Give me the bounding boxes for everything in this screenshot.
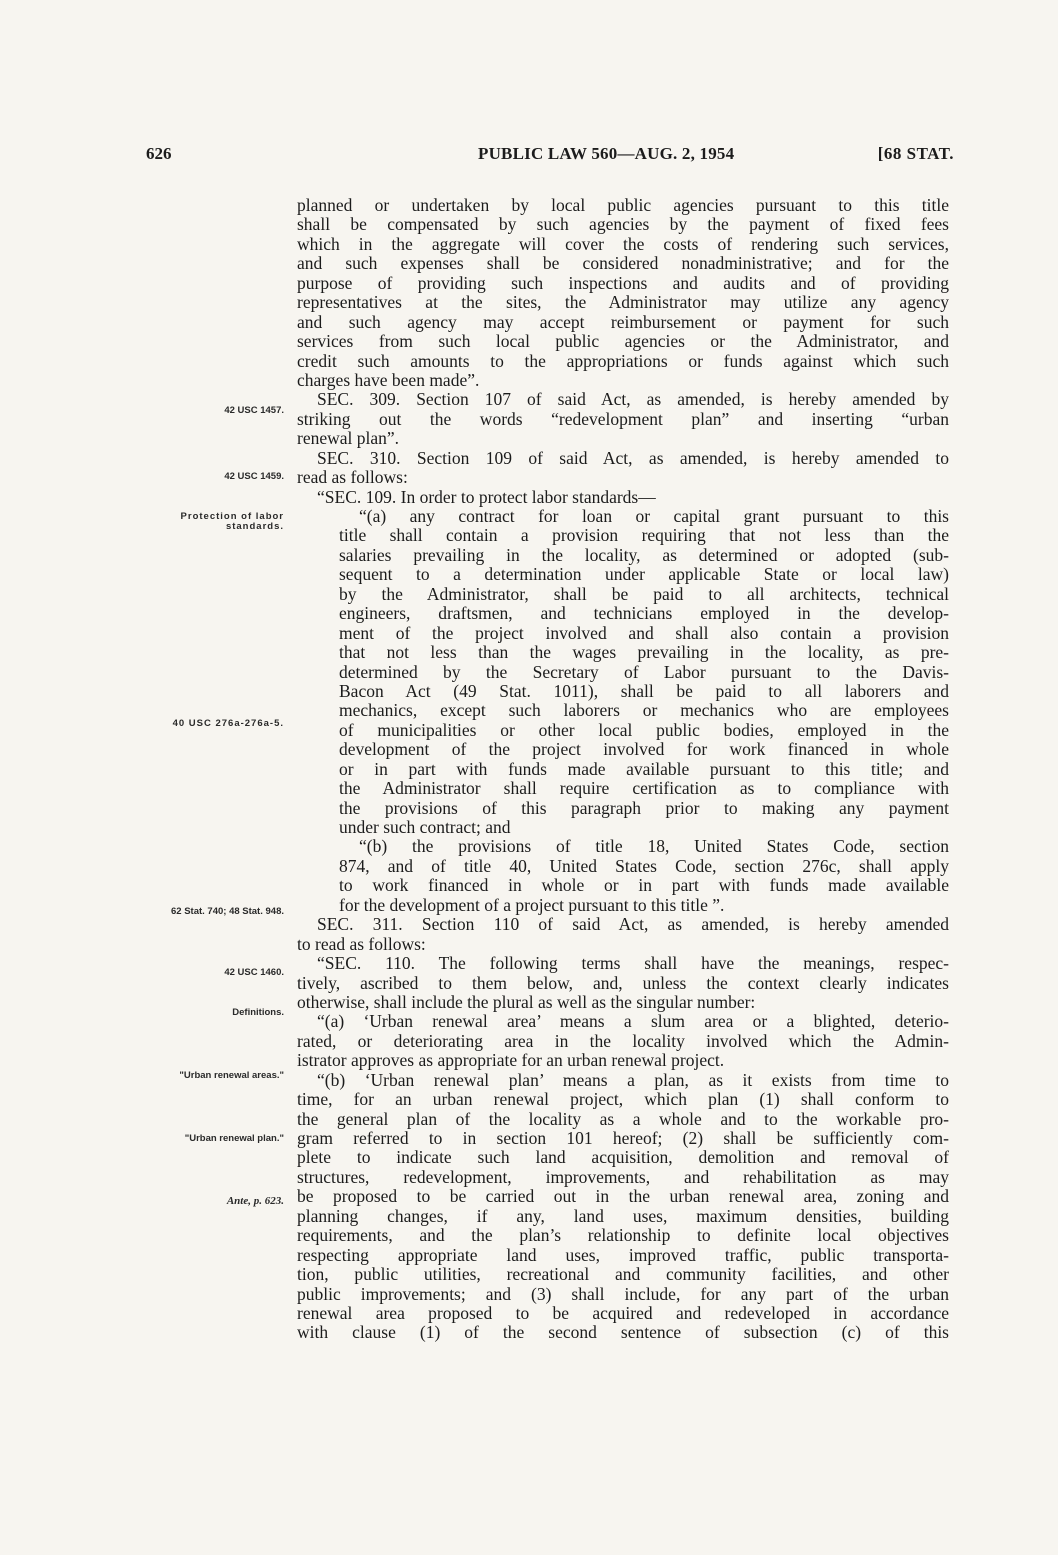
margin-note-usc-1457: 42 USC 1457.: [224, 405, 284, 416]
margin-note-usc-1460: 42 USC 1460.: [224, 967, 284, 978]
margin-note-usc-276a: 40 USC 276a-276a-5.: [172, 718, 284, 729]
text-line: renewal plan”.: [297, 429, 400, 449]
page-number: 626: [146, 144, 172, 163]
text-line: tively, ascribed to them below, and, unless the context clearly indicates: [297, 973, 949, 993]
text-line: plete to indicate such land acquisition, demolition and removal of: [297, 1148, 949, 1168]
text-line: structures, redevelopment, improvements, and rehabilitation as may: [297, 1167, 949, 1187]
text-line: planning changes, if any, land uses, maximum densities, building: [297, 1206, 949, 1226]
text-line: title shall contain a provision requiring that not less than the: [339, 526, 949, 546]
text-line: 874, and of title 40, United States Code, section 276c, shall apply: [339, 856, 949, 876]
text-line: tion, public utilities, recreational and community facilities, and other: [297, 1265, 949, 1285]
section-311-line: SEC. 311. Section 110 of said Act, as amended, is hereby amended: [317, 915, 949, 935]
text-line: for the development of a project pursuant to this title ”.: [339, 895, 725, 915]
statute-body-text: [297, 196, 949, 1343]
text-line: planned or undertaken by local public agencies pursuant to this title: [297, 196, 949, 215]
text-line: and such agency may accept reimbursement or payment for such: [297, 312, 949, 332]
definition-b-line: “(b) ‘Urban renewal plan’ means a plan, as it exists from time to: [317, 1070, 949, 1090]
text-line: or in part with funds made available pursuant to this title; and: [339, 759, 949, 779]
text-line: the Administrator shall require certification as to compliance with: [339, 779, 949, 799]
text-line: the provisions of this paragraph prior to making any payment: [339, 798, 949, 818]
text-line: requirements, and the plan’s relationship to definite local objectives: [297, 1226, 949, 1246]
text-line: time, for an urban renewal project, which plan (1) shall conform to: [297, 1090, 949, 1110]
margin-note-definitions: Definitions.: [232, 1007, 284, 1018]
text-line: purpose of providing such inspections and audits and of providing: [297, 273, 949, 293]
section-110-line: “SEC. 110. The following terms shall have the meanings, respec-: [317, 954, 949, 974]
margin-note-urban-renewal-areas: "Urban renewal areas.": [179, 1070, 284, 1081]
text-line: engineers, draftsmen, and technicians employed in the develop-: [339, 604, 949, 624]
text-line: salaries prevailing in the locality, as determined or adopted (sub-: [339, 545, 949, 565]
text-line: Bacon Act (49 Stat. 1011), shall be paid to all laborers and: [339, 681, 949, 701]
margin-note-labor-standards: Protection of labor standards.: [180, 511, 284, 532]
running-title: PUBLIC LAW 560—AUG. 2, 1954: [478, 144, 735, 163]
text-line: public improvements; and (3) shall include, for any part of the urban: [297, 1284, 949, 1304]
text-line: development of the project involved for work financed in whole: [339, 740, 949, 760]
text-line: ment of the project involved and shall also contain a provision: [339, 623, 949, 643]
text-line: with clause (1) of the second sentence of subsection (c) of this: [297, 1323, 949, 1343]
text-line: under such contract; and: [339, 818, 511, 837]
statute-reference: [68 STAT.: [877, 144, 954, 163]
text-line: credit such amounts to the appropriations or funds against which such: [297, 351, 949, 371]
text-line: that not less than the wages prevailing in the locality, as pre-: [339, 643, 949, 663]
text-line: charges have been made”.: [297, 370, 480, 390]
text-line: of municipalities or other local public bodies, employed in the: [339, 720, 949, 740]
section-309-line: SEC. 309. Section 107 of said Act, as amended, is hereby amended by: [317, 390, 949, 410]
margin-note-stat-740: 62 Stat. 740; 48 Stat. 948.: [170, 906, 284, 917]
text-line: respecting appropriate land uses, improved traffic, public transporta-: [297, 1245, 949, 1265]
text-line: read as follows:: [297, 468, 408, 488]
text-line: by the Administrator, shall be paid to all architects, technical: [339, 584, 949, 604]
definition-a-line: “(a) ‘Urban renewal area’ means a slum area or a blighted, deterio-: [317, 1012, 949, 1032]
text-line: services from such local public agencies or the Administrator, and: [297, 332, 949, 352]
clause-b-line: “(b) the provisions of title 18, United States Code, section: [359, 837, 949, 857]
text-line: be proposed to be carried out in the urban renewal area, zoning and: [297, 1187, 949, 1207]
margin-note-usc-1459: 42 USC 1459.: [224, 471, 284, 482]
margin-note-urban-renewal-plan: "Urban renewal plan.": [184, 1133, 284, 1144]
text-line: renewal area proposed to be acquired and redeveloped in accordance: [297, 1303, 949, 1323]
text-line: to work financed in whole or in part with funds made available: [339, 876, 949, 896]
text-line: striking out the words “redevelopment plan” and inserting “urban: [297, 409, 949, 429]
text-line: and such expenses shall be considered nonadministrative; and for the: [297, 254, 949, 274]
section-109-line: “SEC. 109. In order to protect labor standards—: [317, 487, 656, 507]
text-line: istrator approves as appropriate for an urban renewal project.: [297, 1051, 725, 1071]
section-310-line: SEC. 310. Section 109 of said Act, as amended, is hereby amended to: [317, 448, 949, 468]
text-line: to read as follows:: [297, 934, 426, 954]
text-line: otherwise, shall include the plural as well as the singular number:: [297, 992, 756, 1012]
text-line: rated, or deteriorating area in the locality involved which the Admin-: [297, 1031, 949, 1051]
clause-a-line: “(a) any contract for loan or capital grant pursuant to this: [359, 507, 949, 526]
text-line: sequent to a determination under applicable State or local law): [339, 565, 949, 585]
text-line: representatives at the sites, the Administrator may utilize any agency: [297, 293, 949, 313]
text-line: the general plan of the locality as a whole and to the workable pro-: [297, 1109, 949, 1129]
text-line: which in the aggregate will cover the costs of rendering such services,: [297, 234, 949, 254]
text-line: mechanics, except such laborers or mechanics who are employees: [339, 701, 949, 721]
text-line: determined by the Secretary of Labor pursuant to the Davis-: [339, 662, 949, 682]
text-line: gram referred to in section 101 hereof; (2) shall be sufficiently com-: [297, 1129, 949, 1148]
page-header: [146, 144, 954, 168]
margin-note-ante-623: Ante, p. 623.: [226, 1195, 284, 1207]
text-line: shall be compensated by such agencies by the payment of fixed fees: [297, 215, 949, 235]
